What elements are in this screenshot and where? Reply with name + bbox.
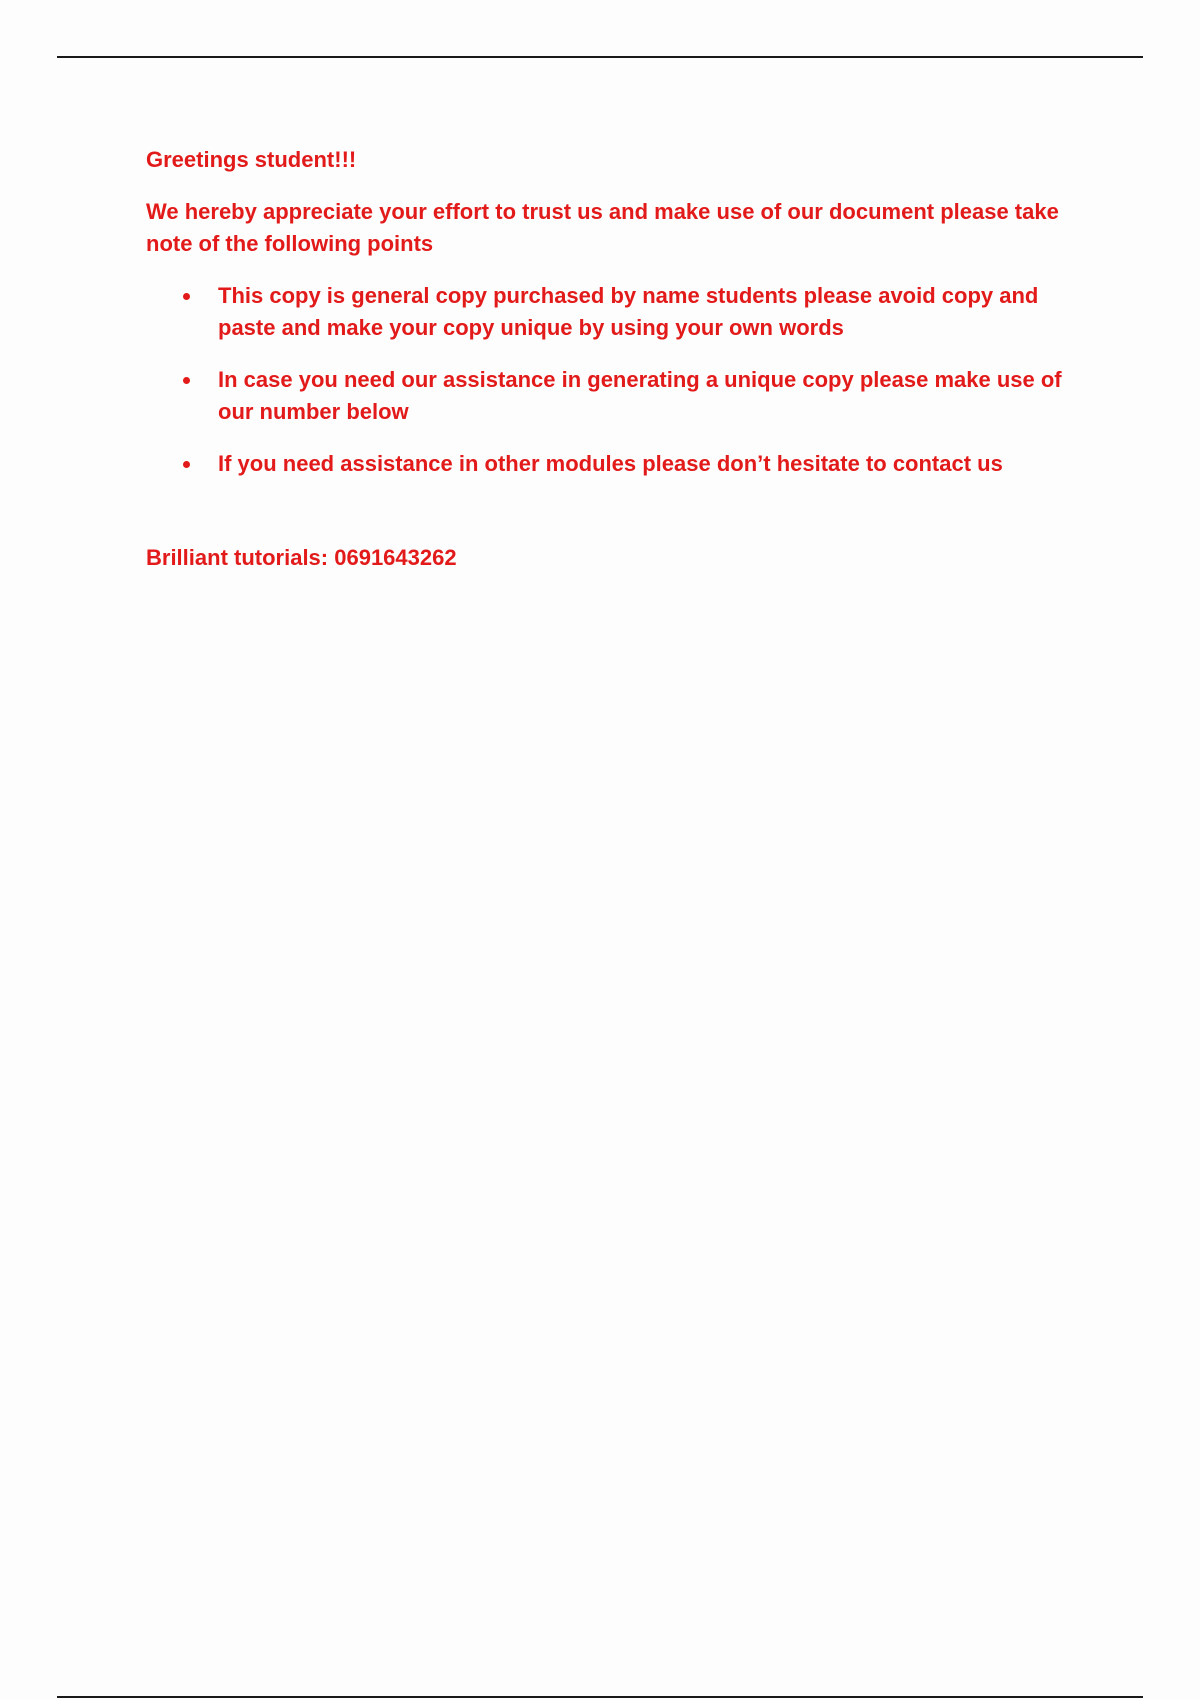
bottom-divider <box>57 1696 1143 1698</box>
bullet-icon <box>183 461 190 468</box>
points-list <box>146 280 1066 480</box>
list-item <box>146 280 1066 344</box>
point-text: If you need assistance in other modules please don’t hesitate to contact us <box>218 451 1003 476</box>
point-text: This copy is general copy purchased by name students please avoid copy and paste and make your copy unique by using your own words <box>218 283 1039 340</box>
notice-content <box>146 144 1066 596</box>
bullet-icon <box>183 293 190 300</box>
bullet-icon <box>183 377 190 384</box>
point-text: In case you need our assistance in generating a unique copy please make use of our number below <box>218 367 1062 424</box>
top-divider <box>57 56 1143 58</box>
greeting-text: Greetings student!!! <box>146 147 357 172</box>
list-item <box>146 364 1066 428</box>
intro-paragraph: We hereby appreciate your effort to trust us and make use of our document please take note of the following points <box>146 199 1059 256</box>
list-item <box>146 448 1066 480</box>
contact-line: Brilliant tutorials: 0691643262 <box>146 545 457 570</box>
